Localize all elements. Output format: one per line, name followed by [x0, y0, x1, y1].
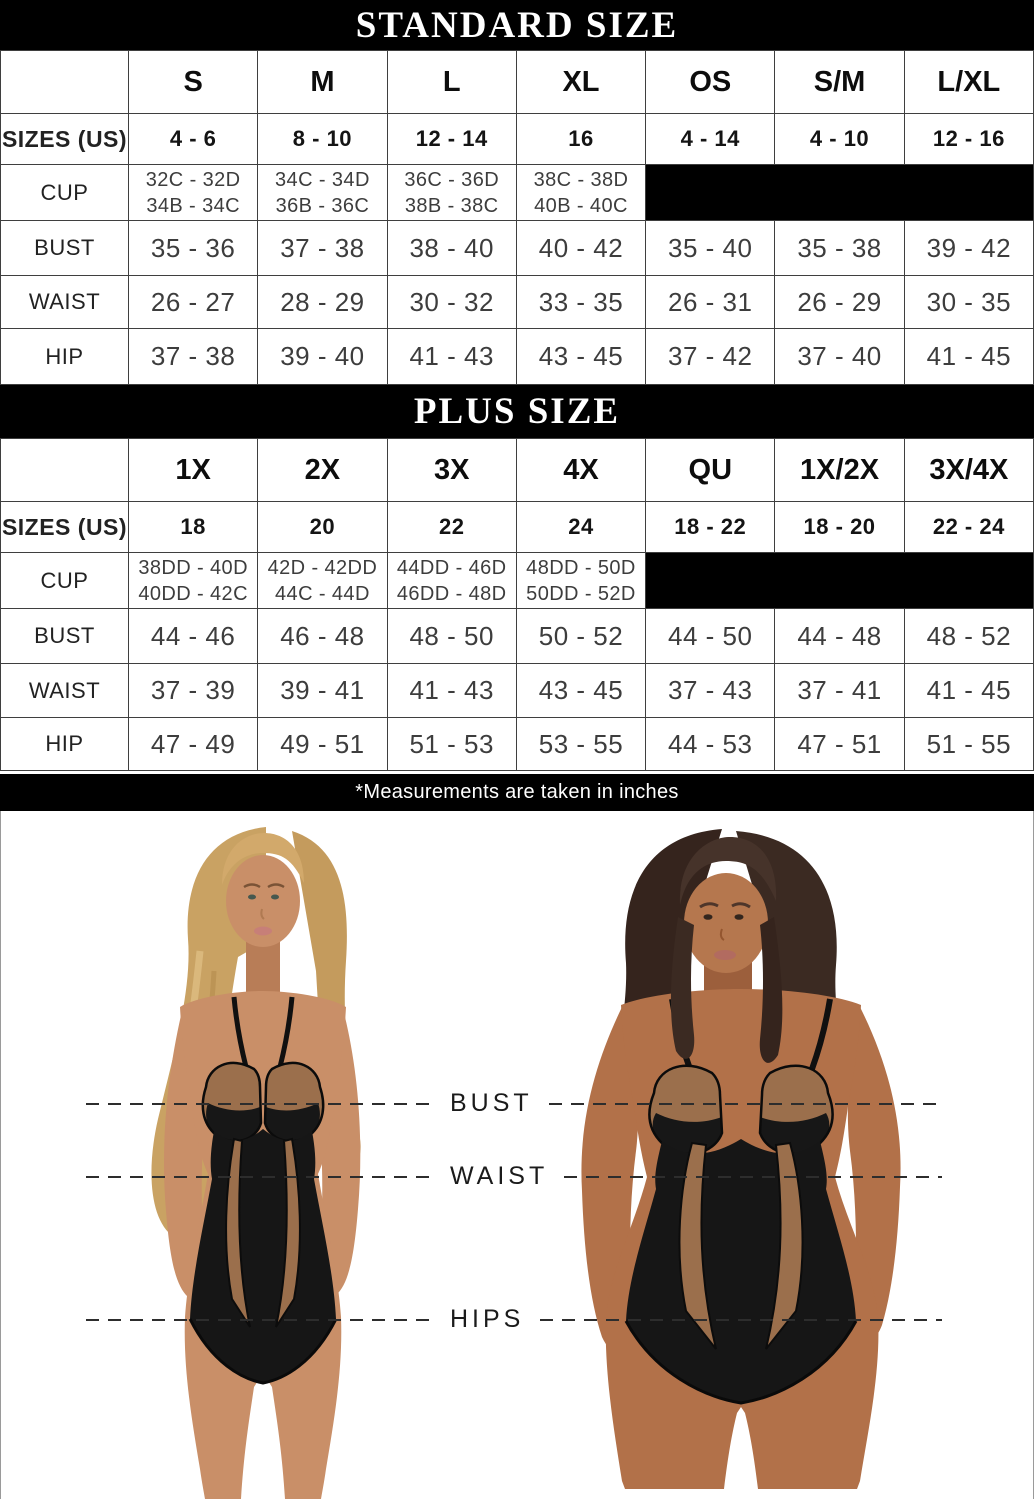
bust-cell: 35 - 36	[129, 221, 258, 276]
row-label: HIP	[1, 329, 129, 385]
size-cell: 18 - 22	[646, 502, 775, 553]
dashed-line	[86, 1103, 434, 1105]
waist-cell: 39 - 41	[258, 664, 387, 718]
bust-cell: 37 - 38	[258, 221, 387, 276]
bust-measurement-line	[86, 1089, 942, 1118]
bust-label: BUST	[450, 1089, 533, 1117]
measurements-footnote: *Measurements are taken in inches	[355, 781, 679, 803]
waist-label: WAIST	[450, 1162, 549, 1190]
waist-cell: 26 - 27	[129, 276, 258, 329]
waist-measurement-line	[86, 1162, 942, 1191]
hips-measurement-line	[86, 1305, 942, 1334]
col-header: S	[129, 51, 258, 114]
size-cell: 4 - 14	[646, 114, 775, 165]
standard-header-row	[1, 51, 1034, 114]
row-label: WAIST	[1, 664, 129, 718]
col-header: 3X/4X	[904, 439, 1033, 502]
hip-cell: 41 - 45	[904, 329, 1033, 385]
standard-sizes-row	[1, 114, 1034, 165]
model-plus-size	[526, 821, 1026, 1489]
standard-hip-row	[1, 329, 1034, 385]
waist-cell: 37 - 41	[775, 664, 904, 718]
cup-cell: 48DD - 50D 50DD - 52D	[516, 553, 645, 609]
cup-not-applicable-cell	[646, 553, 1034, 609]
waist-cell: 41 - 43	[387, 664, 516, 718]
cup-cell: 32C - 32D 34B - 34C	[129, 165, 258, 221]
row-label: BUST	[1, 609, 129, 664]
waist-cell: 30 - 32	[387, 276, 516, 329]
size-cell: 4 - 6	[129, 114, 258, 165]
plus-bust-row	[1, 609, 1034, 664]
standard-cup-row	[1, 165, 1034, 221]
row-label: SIZES (US)	[1, 502, 129, 553]
dashed-line	[564, 1176, 942, 1178]
size-cell: 4 - 10	[775, 114, 904, 165]
cup-cell: 38C - 38D 40B - 40C	[516, 165, 645, 221]
cup-not-applicable-cell	[646, 165, 1034, 221]
size-cell: 18 - 20	[775, 502, 904, 553]
plus-header-row	[1, 439, 1034, 502]
bust-cell: 48 - 50	[387, 609, 516, 664]
plus-hip-row	[1, 718, 1034, 771]
plus-size-table	[0, 438, 1034, 771]
measurement-figure	[0, 811, 1034, 1499]
corner-cell	[1, 51, 129, 114]
cup-cell: 34C - 34D 36B - 36C	[258, 165, 387, 221]
model-standard-size	[96, 821, 456, 1499]
hip-cell: 37 - 42	[646, 329, 775, 385]
waist-cell: 37 - 43	[646, 664, 775, 718]
cup-cell: 38DD - 40D 40DD - 42C	[129, 553, 258, 609]
bust-cell: 44 - 50	[646, 609, 775, 664]
bust-cell: 48 - 52	[904, 609, 1033, 664]
plus-waist-row	[1, 664, 1034, 718]
waist-cell: 43 - 45	[516, 664, 645, 718]
row-label: SIZES (US)	[1, 114, 129, 165]
waist-cell: 37 - 39	[129, 664, 258, 718]
hip-cell: 53 - 55	[516, 718, 645, 771]
col-header: L	[387, 51, 516, 114]
row-label: CUP	[1, 165, 129, 221]
bust-cell: 35 - 38	[775, 221, 904, 276]
col-header: 4X	[516, 439, 645, 502]
size-cell: 18	[129, 502, 258, 553]
size-cell: 16	[516, 114, 645, 165]
dashed-line	[540, 1319, 942, 1321]
bust-cell: 39 - 42	[904, 221, 1033, 276]
col-header: M	[258, 51, 387, 114]
hips-label: HIPS	[450, 1305, 525, 1333]
plus-sizes-row	[1, 502, 1034, 553]
standard-size-title-bar	[0, 0, 1034, 50]
size-cell: 20	[258, 502, 387, 553]
size-cell: 22 - 24	[904, 502, 1033, 553]
row-label: CUP	[1, 553, 129, 609]
hip-cell: 51 - 55	[904, 718, 1033, 771]
hip-cell: 47 - 51	[775, 718, 904, 771]
row-label: HIP	[1, 718, 129, 771]
waist-cell: 26 - 31	[646, 276, 775, 329]
size-cell: 8 - 10	[258, 114, 387, 165]
size-cell: 22	[387, 502, 516, 553]
bust-cell: 44 - 48	[775, 609, 904, 664]
dashed-line	[86, 1176, 434, 1178]
waist-cell: 30 - 35	[904, 276, 1033, 329]
col-header: XL	[516, 51, 645, 114]
row-label: WAIST	[1, 276, 129, 329]
standard-size-title: STANDARD SIZE	[355, 4, 679, 46]
size-cell: 24	[516, 502, 645, 553]
standard-bust-row	[1, 221, 1034, 276]
dashed-line	[86, 1319, 434, 1321]
col-header: L/XL	[904, 51, 1033, 114]
waist-cell: 28 - 29	[258, 276, 387, 329]
bust-cell: 38 - 40	[387, 221, 516, 276]
hip-cell: 49 - 51	[258, 718, 387, 771]
hip-cell: 47 - 49	[129, 718, 258, 771]
col-header: 2X	[258, 439, 387, 502]
measurements-footnote-bar	[0, 774, 1034, 811]
hip-cell: 44 - 53	[646, 718, 775, 771]
col-header: 3X	[387, 439, 516, 502]
bust-cell: 50 - 52	[516, 609, 645, 664]
waist-cell: 33 - 35	[516, 276, 645, 329]
size-cell: 12 - 14	[387, 114, 516, 165]
standard-size-table	[0, 50, 1034, 385]
standard-waist-row	[1, 276, 1034, 329]
dashed-line	[549, 1103, 942, 1105]
cup-cell: 42D - 42DD 44C - 44D	[258, 553, 387, 609]
size-cell: 12 - 16	[904, 114, 1033, 165]
col-header: QU	[646, 439, 775, 502]
cup-cell: 36C - 36D 38B - 38C	[387, 165, 516, 221]
plus-cup-row	[1, 553, 1034, 609]
corner-cell	[1, 439, 129, 502]
col-header: OS	[646, 51, 775, 114]
hip-cell: 37 - 40	[775, 329, 904, 385]
col-header: 1X	[129, 439, 258, 502]
waist-cell: 41 - 45	[904, 664, 1033, 718]
plus-size-title: PLUS SIZE	[413, 391, 621, 432]
hip-cell: 43 - 45	[516, 329, 645, 385]
col-header: S/M	[775, 51, 904, 114]
bust-cell: 46 - 48	[258, 609, 387, 664]
bust-cell: 44 - 46	[129, 609, 258, 664]
cup-cell: 44DD - 46D 46DD - 48D	[387, 553, 516, 609]
plus-size-title-bar	[0, 385, 1034, 438]
hip-cell: 39 - 40	[258, 329, 387, 385]
hip-cell: 41 - 43	[387, 329, 516, 385]
hip-cell: 37 - 38	[129, 329, 258, 385]
bust-cell: 40 - 42	[516, 221, 645, 276]
col-header: 1X/2X	[775, 439, 904, 502]
bust-cell: 35 - 40	[646, 221, 775, 276]
row-label: BUST	[1, 221, 129, 276]
waist-cell: 26 - 29	[775, 276, 904, 329]
hip-cell: 51 - 53	[387, 718, 516, 771]
